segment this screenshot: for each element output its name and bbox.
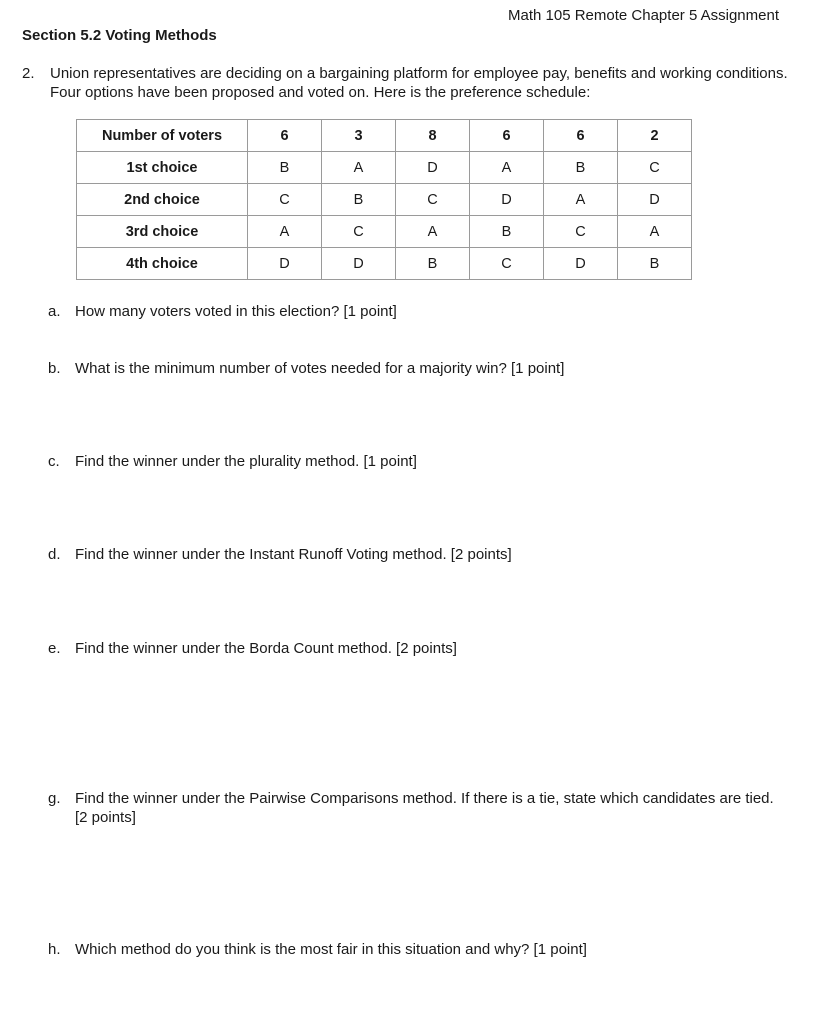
choice-cell: C bbox=[618, 152, 692, 184]
problem-statement bbox=[22, 64, 792, 102]
choice-cell: B bbox=[618, 248, 692, 280]
voter-count: 6 bbox=[544, 120, 618, 152]
choice-cell: D bbox=[396, 152, 470, 184]
voter-count: 3 bbox=[322, 120, 396, 152]
question-label: a. bbox=[48, 303, 61, 320]
preference-schedule-table bbox=[76, 119, 692, 280]
question-c bbox=[48, 452, 788, 471]
choice-cell: D bbox=[470, 184, 544, 216]
voter-count: 6 bbox=[470, 120, 544, 152]
question-text: Find the winner under the plurality method. [1 point] bbox=[75, 453, 417, 470]
question-text: What is the minimum number of votes needed for a majority win? [1 point] bbox=[75, 360, 565, 377]
document-title: Math 105 Remote Chapter 5 Assignment bbox=[508, 7, 779, 24]
question-d bbox=[48, 545, 788, 564]
voter-count: 2 bbox=[618, 120, 692, 152]
choice-cell: B bbox=[396, 248, 470, 280]
table-row bbox=[77, 216, 692, 248]
choice-cell: A bbox=[470, 152, 544, 184]
choice-label: 4th choice bbox=[77, 248, 248, 280]
choice-label: 3rd choice bbox=[77, 216, 248, 248]
question-h bbox=[48, 940, 788, 959]
choice-cell: D bbox=[618, 184, 692, 216]
choice-cell: C bbox=[248, 184, 322, 216]
choice-cell: A bbox=[248, 216, 322, 248]
section-title: Section 5.2 Voting Methods bbox=[22, 27, 217, 44]
table-row bbox=[77, 248, 692, 280]
choice-cell: D bbox=[544, 248, 618, 280]
choice-cell: C bbox=[322, 216, 396, 248]
choice-cell: C bbox=[544, 216, 618, 248]
choice-cell: B bbox=[544, 152, 618, 184]
table-header-row bbox=[77, 120, 692, 152]
problem-number: 2. bbox=[22, 65, 35, 82]
problem-text: Union representatives are deciding on a bargaining platform for employee pay, benefits and working conditions. Four options have been proposed and voted on. Here is the preference schedule: bbox=[50, 65, 788, 101]
table-row bbox=[77, 184, 692, 216]
question-label: b. bbox=[48, 360, 61, 377]
question-text: Which method do you think is the most fair in this situation and why? [1 point] bbox=[75, 941, 587, 958]
question-label: d. bbox=[48, 546, 61, 563]
choice-cell: A bbox=[544, 184, 618, 216]
choice-label: 2nd choice bbox=[77, 184, 248, 216]
question-text: How many voters voted in this election? [1 point] bbox=[75, 303, 397, 320]
table-row bbox=[77, 152, 692, 184]
question-e bbox=[48, 639, 788, 658]
voter-count: 8 bbox=[396, 120, 470, 152]
choice-cell: B bbox=[248, 152, 322, 184]
choice-cell: B bbox=[322, 184, 396, 216]
choice-label: 1st choice bbox=[77, 152, 248, 184]
question-b bbox=[48, 359, 788, 378]
choice-cell: A bbox=[396, 216, 470, 248]
question-label: e. bbox=[48, 640, 61, 657]
question-text: Find the winner under the Instant Runoff Voting method. [2 points] bbox=[75, 546, 512, 563]
question-text: Find the winner under the Borda Count method. [2 points] bbox=[75, 640, 457, 657]
question-g bbox=[48, 789, 788, 827]
question-label: c. bbox=[48, 453, 60, 470]
question-a bbox=[48, 302, 788, 321]
question-label: h. bbox=[48, 941, 61, 958]
choice-cell: C bbox=[396, 184, 470, 216]
choice-cell: B bbox=[470, 216, 544, 248]
voter-count: 6 bbox=[248, 120, 322, 152]
choice-cell: A bbox=[618, 216, 692, 248]
question-text: Find the winner under the Pairwise Comparisons method. If there is a tie, state which candidates are tied. [2 points] bbox=[75, 790, 774, 826]
choice-cell: A bbox=[322, 152, 396, 184]
choice-cell: D bbox=[248, 248, 322, 280]
question-label: g. bbox=[48, 790, 61, 807]
choice-cell: D bbox=[322, 248, 396, 280]
voters-header: Number of voters bbox=[77, 120, 248, 152]
choice-cell: C bbox=[470, 248, 544, 280]
